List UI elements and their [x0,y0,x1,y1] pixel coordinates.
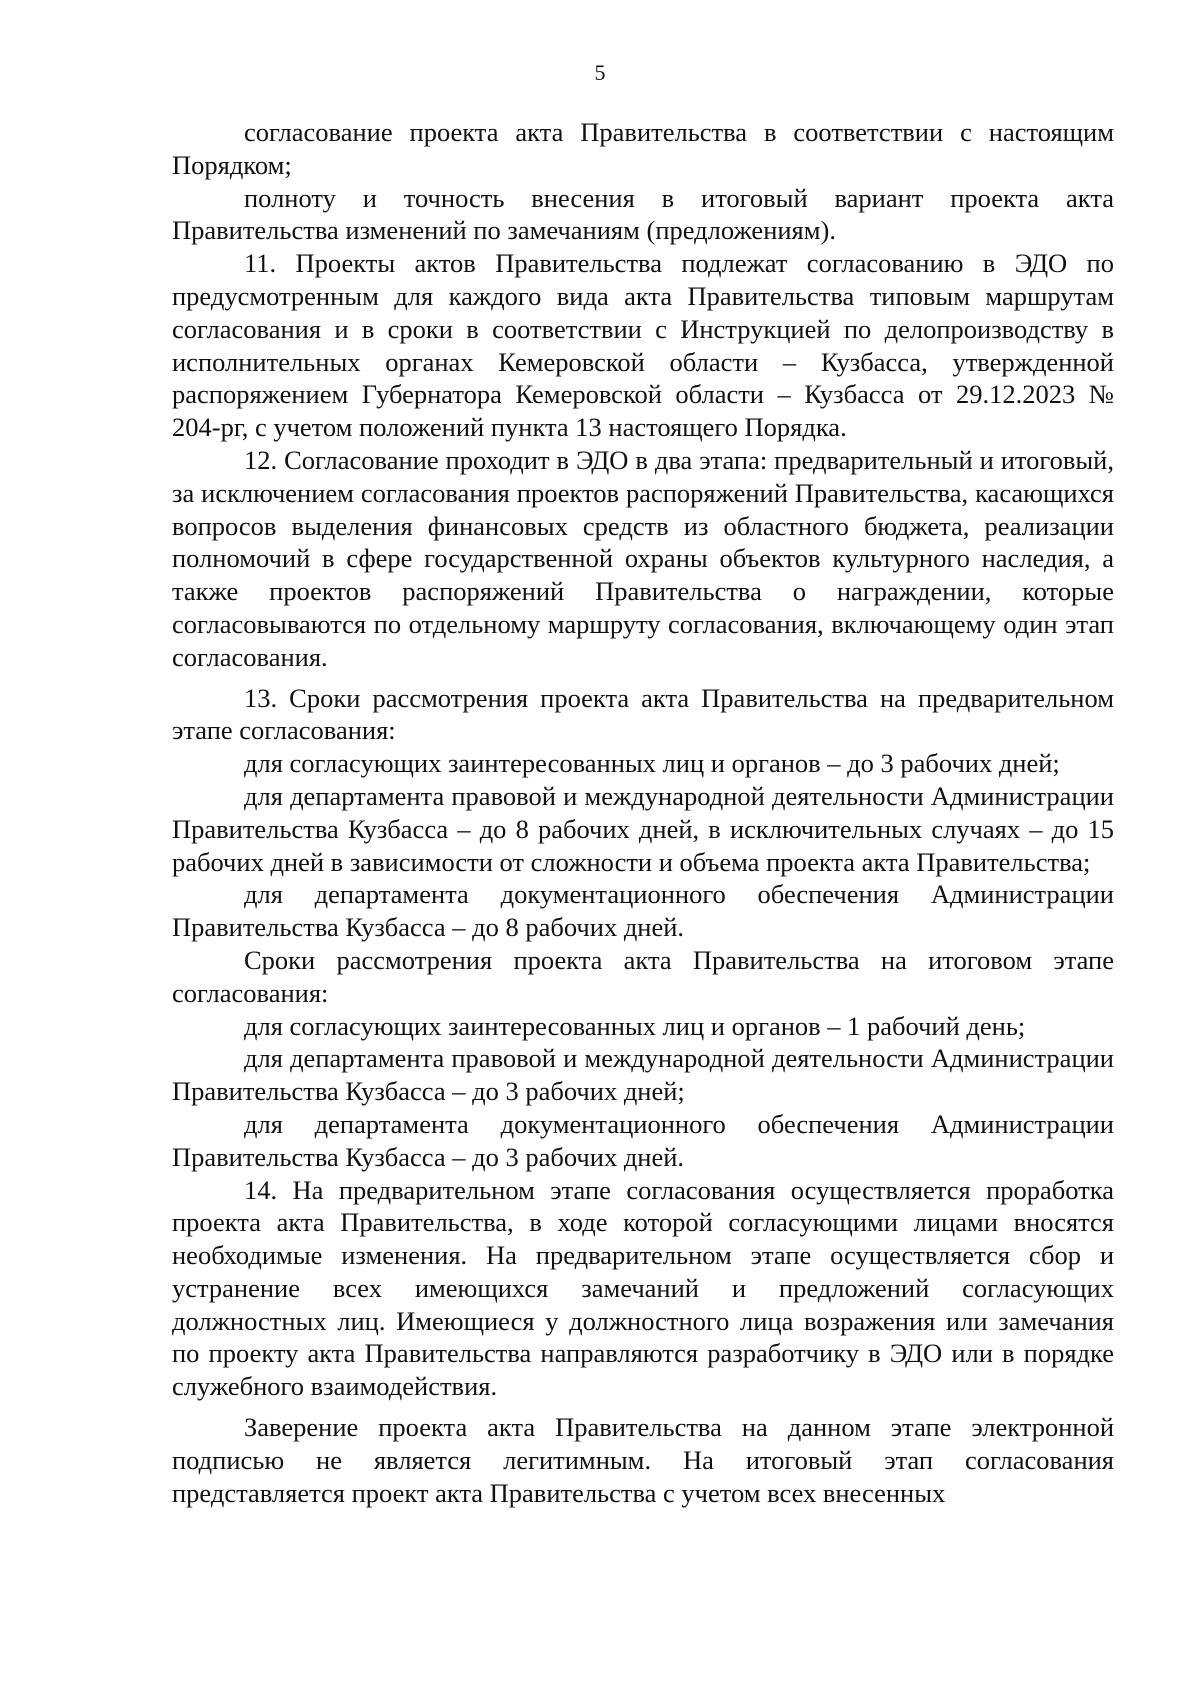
paragraph-item-14: 14. На предварительном этапе согласования осуществляется проработка проекта акта Правительства, в ходе которой согласующими лицами вносятся необходимые изменения. На предварительном этапе осуществляется сбор и устранение всех имеющихся замечаний и предложений согласующих должностных лиц. Имеющиеся у должностного лица возражения или замечания по проекту акта Правительства направляются разработчику в ЭДО или в порядке служебного взаимодействия. [172,1174,1114,1402]
paragraph-deadline-1: для согласующих заинтересованных лиц и органов – до 3 рабочих дней; [244,748,1060,779]
paragraph-final-deadline-1: для согласующих заинтересованных лиц и органов – 1 рабочий день; [244,1010,1026,1041]
paragraph-2: полноту и точность внесения в итоговый вариант проекта акта Правительства изменений по замечаниям (предложениям). [172,182,1114,246]
paragraph-final-stage-intro: Сроки рассмотрения проекта акта Правительства на итоговом этапе согласования: [172,944,1114,1008]
paragraph-signature-note: Заверение проекта акта Правительства на данном этапе электронной подписью не является легитимным. На итоговый этап согласования представляется проект акта Правительства с учетом всех внесенных [172,1412,1114,1508]
paragraph-deadline-3: для департамента документационного обеспечения Администрации Правительства Кузбасса – до 8 рабочих дней. [172,879,1114,943]
paragraph-item-12: 12. Согласование проходит в ЭДО в два этапа: предварительный и итоговый, за исключением согласования проектов распоряжений Правительства, касающихся вопросов выделения финансовых средств из областного бюджета, реализации полномочий в сфере государственной охраны объектов культурного наследия, а также проектов распоряжений Правительства о награждении, которые согласовываются по отдельному маршруту согласования, включающему один этап согласования. [172,444,1114,672]
page-number: 5 [594,60,606,85]
paragraph-final-deadline-2: для департамента правовой и международной деятельности Администрации Правительства Кузбасса – до 3 рабочих дней; [172,1043,1114,1107]
paragraph-deadline-2: для департамента правовой и международной деятельности Администрации Правительства Кузбасса – до 8 рабочих дней, в исключительных случаях – до 15 рабочих дней в зависимости от сложности и объема проекта акта Правительства; [172,780,1114,877]
document-body [172,116,1114,1509]
paragraph-item-11: 11. Проекты актов Правительства подлежат согласованию в ЭДО по предусмотренным для каждого вида акта Правительства типовым маршрутам согласования и в сроки в соответствии с Инструкцией по делопроизводству в исполнительных органах Кемеровской области – Кузбасса, утвержденной распоряжением Губернатора Кемеровской области – Кузбасса от 29.12.2023 № 204-рг, с учетом положений пункта 13 настоящего Порядка. [172,248,1114,443]
paragraph-final-deadline-3: для департамента документационного обеспечения Администрации Правительства Кузбасса – до 3 рабочих дней. [172,1108,1114,1172]
paragraph-1: согласование проекта акта Правительства в соответствии с настоящим Порядком; [172,117,1114,180]
paragraph-item-13: 13. Сроки рассмотрения проекта акта Правительства на предварительном этапе согласования: [172,682,1114,746]
